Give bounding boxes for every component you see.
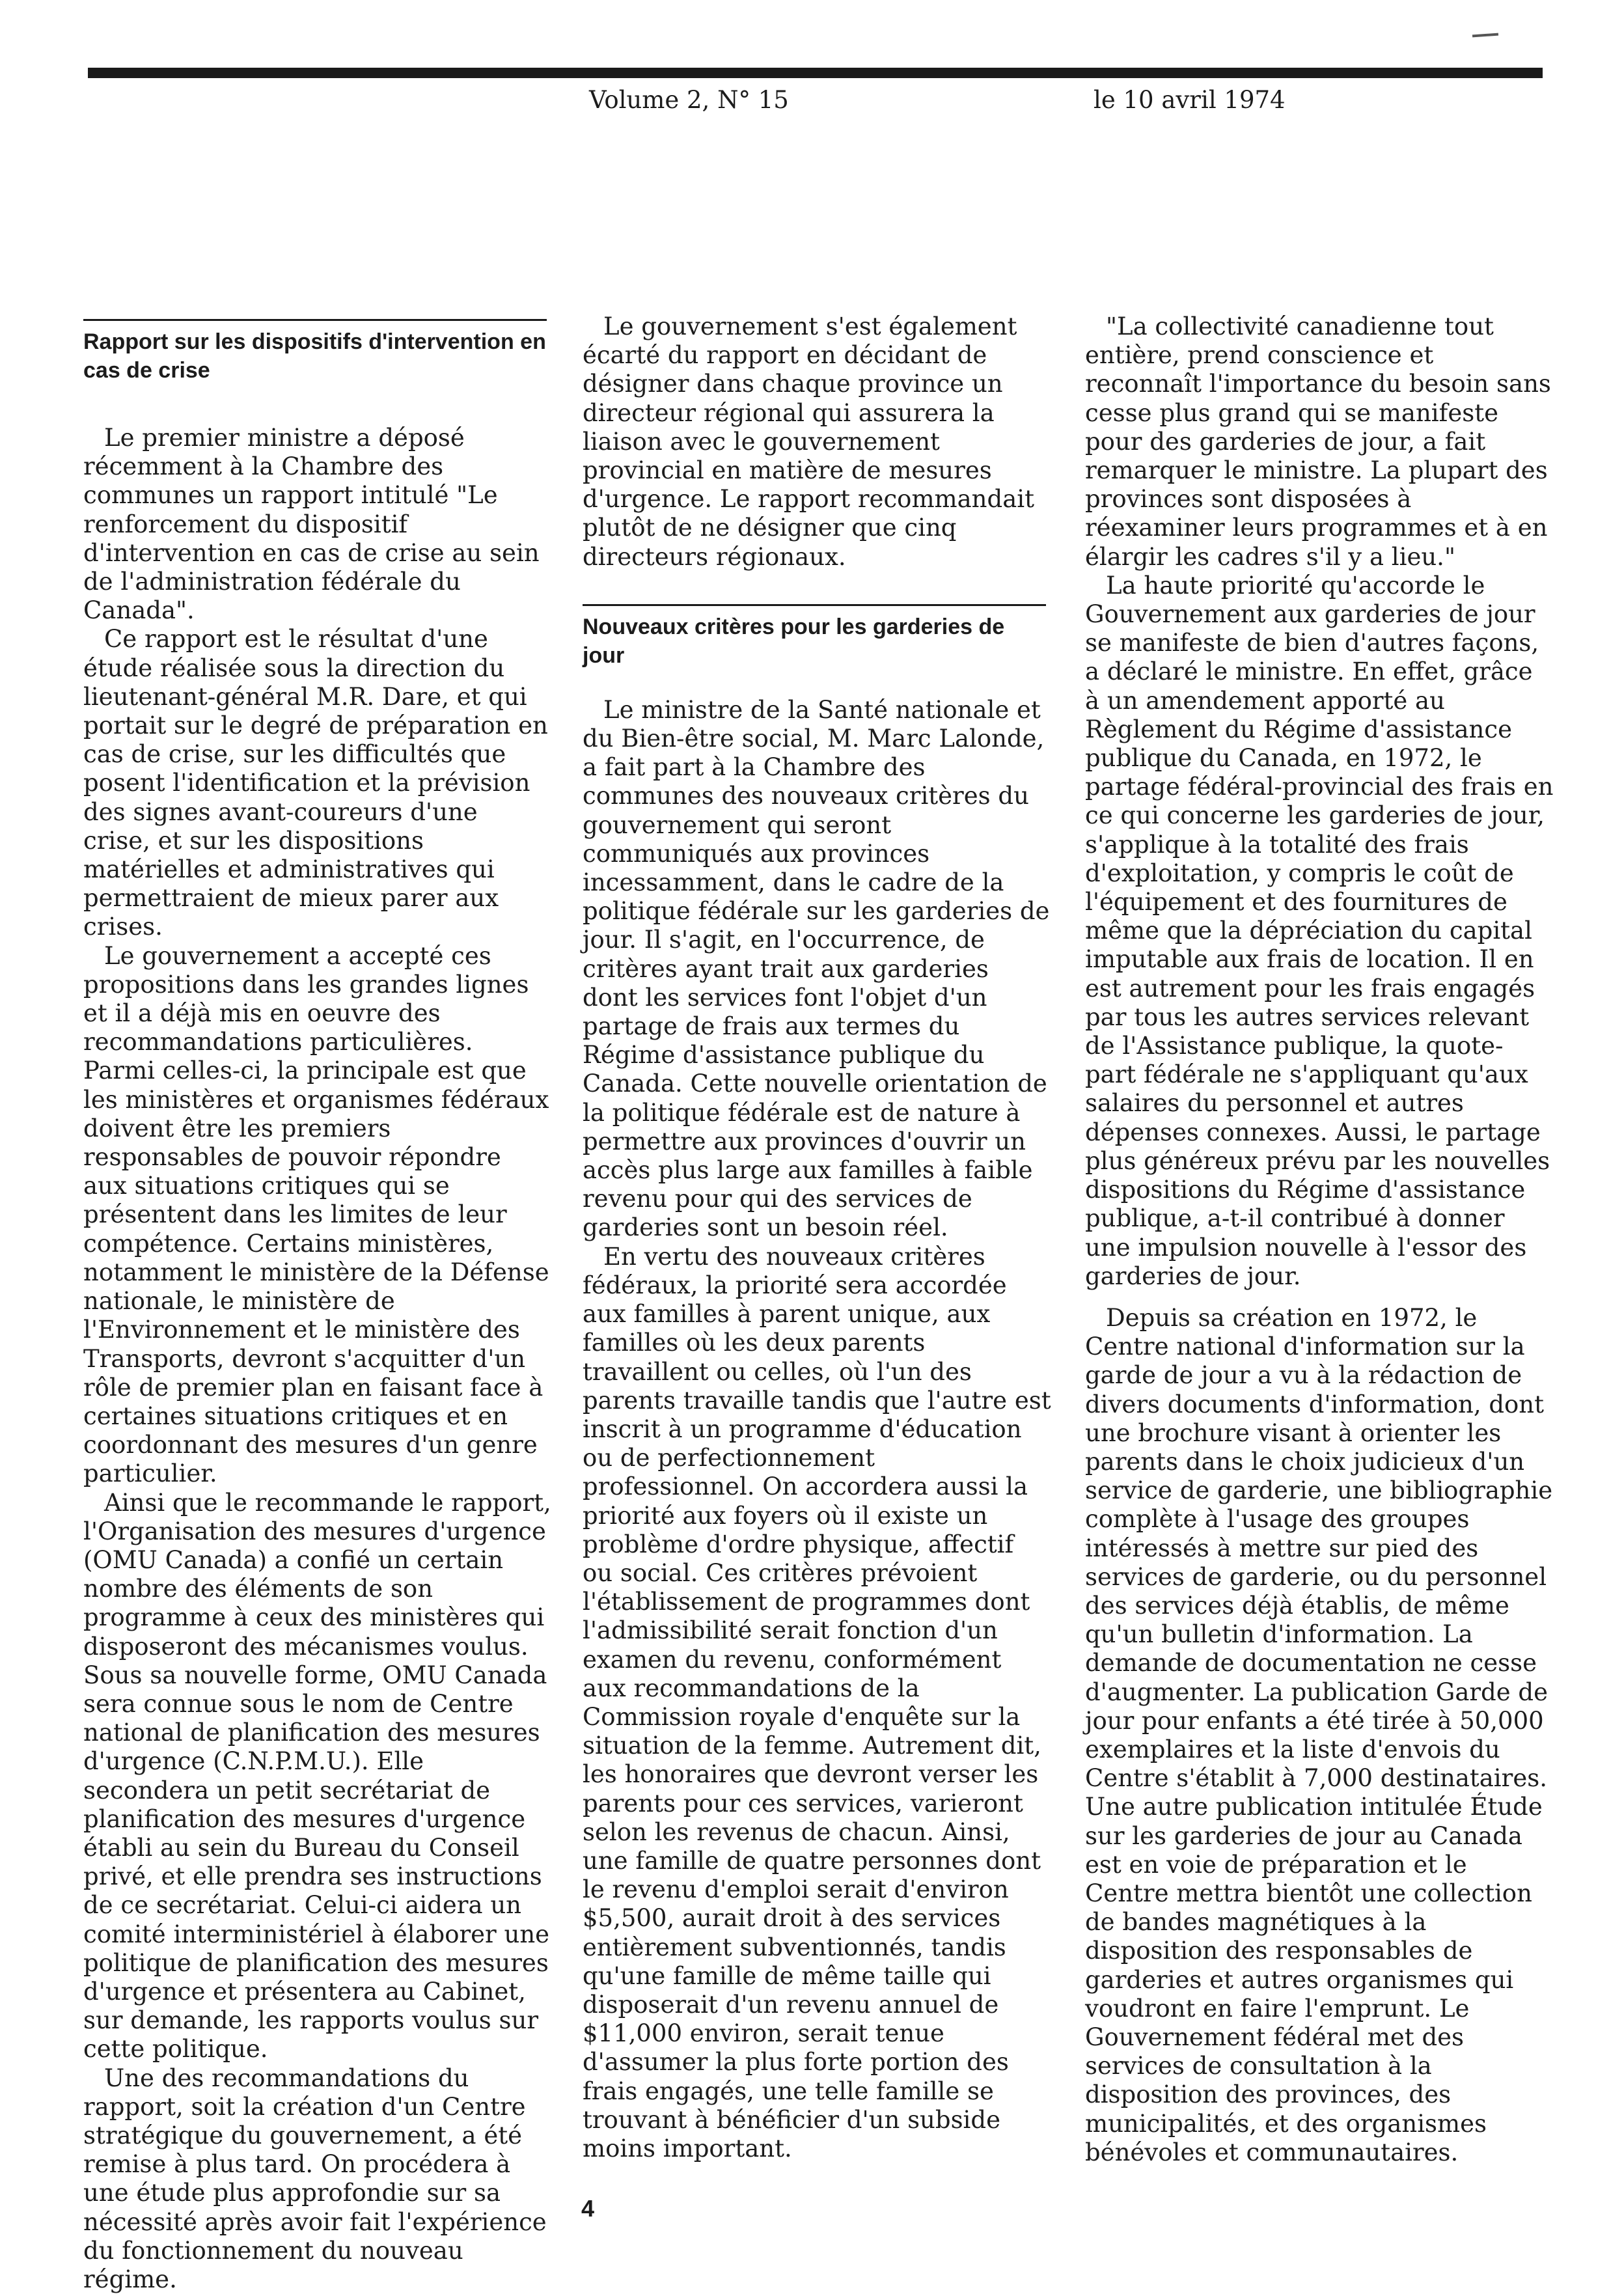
- article-title: Rapport sur les dispositifs d'intervention en cas de crise: [83, 329, 546, 383]
- paragraph: Le gouvernement a accepté ces propositions dans les grandes lignes et il a déjà mis en oeuvre des recommandations particulières. Parmi celles-ci, la principale est que les ministères et organismes fédéraux doivent être les premiers responsables de pouvoir répondre aux situations critiques qui se présentent dans les limites de leur compétence. Certains ministères, notamment le ministère de la Défense nationale, le ministère de l'Environnement et le ministère des Transports, devront s'acquitter d'un rôle de premier plan en faisant face à certaines situations critiques et en coordonnant des mesures d'un genre particulier.: [83, 941, 549, 1488]
- article-title: Nouveaux critères pour les garderies de jour: [583, 614, 1005, 668]
- column-1: [83, 312, 552, 2294]
- column-2: [583, 312, 1051, 2163]
- paragraph: "La collectivité canadienne tout entière, prend conscience et reconnaît l'importance du besoin sans cesse plus grand qui se manifeste pour des garderies de jour, a fait remarquer le ministre. La plupart des provinces sont disposées à réexaminer leurs programmes et à en élargir les cadres s'il y a lieu.": [1085, 312, 1551, 571]
- paragraph: Ce rapport est le résultat d'une étude réalisée sous la direction du lieutenant-général M.R. Dare, et qui portait sur le degré de préparation en cas de crise, sur les difficultés que posent l'identification et la prévision des signes avant-coureurs d'une crise, et sur les dispositions matérielles et administratives qui permettraient de mieux parer aux crises.: [83, 625, 548, 941]
- scan-mark: [1472, 33, 1498, 38]
- top-rule: [88, 68, 1543, 78]
- column-3: [1085, 312, 1554, 2167]
- paragraph: Le gouvernement s'est également écarté du rapport en décidant de désigner dans chaque province un directeur régional qui assurera la liaison avec le gouvernement provincial en matière de mesures d'urgence. Le rapport recommandait plutôt de ne désigner que cinq directeurs régionaux.: [583, 312, 1034, 571]
- paragraph: Ainsi que le recommande le rapport, l'Organisation des mesures d'urgence (OMU Canada) a confié un certain nombre des éléments de son programme à ceux des ministères qui disposeront des mécanismes voulus. Sous sa nouvelle forme, OMU Canada sera connue sous le nom de Centre national de planification des mesures d'urgence (C.N.P.M.U.). Elle secondera un petit secrétariat de planification des mesures d'urgence établi au sein du Bureau du Conseil privé, et elle prendra ses instructions de ce secrétariat. Celui-ci aidera un comité interministériel à élaborer une politique de planification des mesures d'urgence et présentera au Cabinet, sur demande, les rapports voulus sur cette politique.: [83, 1488, 551, 2064]
- article-rule: [83, 319, 547, 321]
- page-number: 4: [581, 2195, 595, 2222]
- paragraph: Une des recommandations du rapport, soit la création d'un Centre stratégique du gouvernement, a été remise à plus tard. On procédera à une étude plus approfondie sur sa nécessité après avoir fait l'expérience du fonctionnement du nouveau régime.: [83, 2064, 547, 2293]
- issue-date: le 10 avril 1974: [1094, 86, 1286, 114]
- article-rule: [583, 604, 1046, 606]
- paragraph: Le ministre de la Santé nationale et du Bien-être social, M. Marc Lalonde, a fait part à la Chambre des communes des nouveaux critères du gouvernement qui seront communiqués aux provinces incessamment, dans le cadre de la politique fédérale sur les garderies de jour. Il s'agit, en l'occurrence, de critères ayant trait aux garderies dont les services font l'objet d'un partage de frais aux termes du Régime d'assistance publique du Canada. Cette nouvelle orientation de la politique fédérale est de nature à permettre aux provinces d'ouvrir un accès plus large aux familles à faible revenu pour qui des services de garderies sont un besoin réel.: [583, 695, 1050, 1242]
- volume-number: Volume 2, N° 15: [589, 86, 789, 114]
- paragraph: La haute priorité qu'accorde le Gouvernement aux garderies de jour se manifeste de bien d'autres façons, a déclaré le ministre. En effet, grâce à un amendement apporté au Règlement du Régime d'assistance publique du Canada, en 1972, le partage fédéral-provincial des frais en ce qui concerne les garderies de jour, s'applique à la totalité des frais d'exploitation, y compris le coût de l'équipement et des fournitures de même que la dépréciation du capital imputable aux frais de location. Il en est autrement pour les frais engagés par tous les autres services relevant de l'Assistance publique, la quote-part fédérale ne s'appliquant qu'aux salaires du personnel et autres dépenses connexes. Aussi, le partage plus généreux prévu par les nouvelles dispositions du Régime d'assistance publique, a-t-il contribué à donner une impulsion nouvelle à l'essor des garderies de jour.: [1085, 571, 1554, 1290]
- paragraph: Depuis sa création en 1972, le Centre national d'information sur la garde de jour a vu à la rédaction de divers documents d'information, dont une brochure visant à orienter les parents dans le choix judicieux d'un service de garderie, une bibliographie complète à l'usage des groupes intéressés à mettre sur pied des services de garderie, ou du personnel des services déjà établis, de même qu'un bulletin d'information. La demande de documentation ne cesse d'augmenter. La publication Garde de jour pour enfants a été tirée à 50,000 exemplaires et la liste d'envois du Centre s'établit à 7,000 destinataires. Une autre publication intitulée Étude sur les garderies de jour au Canada est en voie de préparation et le Centre mettra bientôt une collection de bandes magnétiques à la disposition des responsables de garderies et autres organismes qui voudront en faire l'emprunt. Le Gouvernement fédéral met des services de consultation à la disposition des provinces, des municipalités, et des organismes bénévoles et communautaires.: [1085, 1303, 1553, 2166]
- paragraph: Le premier ministre a déposé récemment à la Chambre des communes un rapport intitulé "Le renforcement du dispositif d'intervention en cas de crise au sein de l'administration fédérale du Canada".: [83, 424, 540, 625]
- paragraph: En vertu des nouveaux critères fédéraux, la priorité sera accordée aux familles à parent unique, aux familles où les deux parents travaillent ou celles, où l'un des parents travaille tandis que l'autre est inscrit à un programme d'éducation ou de perfectionnement professionnel. On accordera aussi la priorité aux foyers où il existe un problème d'ordre physique, affectif ou social. Ces critères prévoient l'établissement de programmes dont l'admissibilité serait fonction d'un examen du revenu, conformément aux recommandations de la Commission royale d'enquête sur la situation de la femme. Autrement dit, les honoraires que devront verser les parents pour ces services, varieront selon les revenus de chacun. Ainsi, une famille de quatre personnes dont le revenu d'emploi serait d'environ $5,500, aurait droit à des services entièrement subventionnés, tandis qu'une famille de même taille qui disposerait d'un revenu annuel de $11,000 environ, serait tenue d'assumer la plus forte portion des frais engagés, une telle famille se trouvant à bénéficier d'un subside moins important.: [583, 1242, 1051, 2163]
